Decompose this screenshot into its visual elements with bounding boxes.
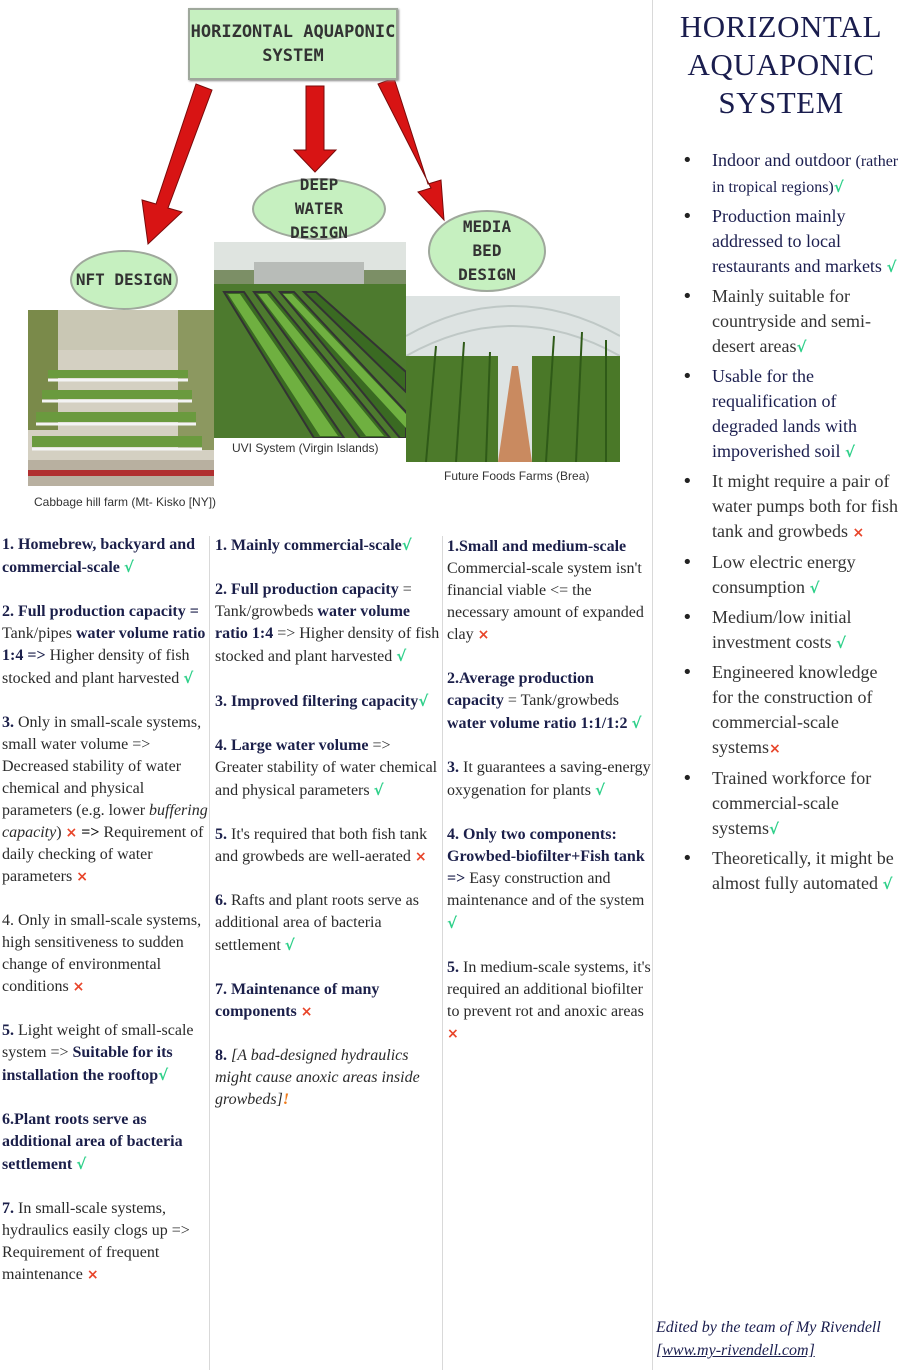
deep-point-3: 3. Improved filtering capacity√	[215, 692, 429, 710]
nft-point-5: 5. Light weight of small-scale system => Suitable for its installation the rooftop√	[2, 1022, 194, 1084]
main-system-label: HORIZONTAL AQUAPONIC SYSTEM	[188, 8, 398, 80]
column-divider-2	[442, 536, 443, 1370]
deep-water-design-label: DEEP WATER DESIGN	[252, 178, 386, 240]
rp-item-engineered-knowledge: • Engineered knowledge for the construction of commercial-scale systems×	[680, 660, 902, 762]
nft-point-1: 1. Homebrew, backyard and commercial-scale √	[2, 536, 196, 576]
media-point-5: 5. In medium-scale systems, it's required an additional biofilter to prevent rot and anoxic areas ×	[447, 959, 651, 1042]
rp-item-workforce: • Trained workforce for commercial-scale systems√	[680, 766, 902, 842]
caption-nft: Cabbage hill farm (Mt- Kisko [NY])	[34, 495, 217, 509]
nft-point-2: 2. Full production capacity = Tank/pipes water volume ratio 1:4 => Higher density of fish stocked and plant harvested √	[2, 603, 206, 687]
nft-column	[2, 534, 208, 1308]
rp-item-indoor-outdoor: • Indoor and outdoor (rather in tropical regions)√	[680, 148, 902, 200]
rp-item-countryside: • Mainly suitable for countryside and semi-desert areas√	[680, 284, 902, 360]
arrow-center	[294, 86, 336, 172]
deep-point-2: 2. Full production capacity = Tank/growbeds water volume ratio 1:4 => Higher density of fish stocked and plant harvested √	[215, 581, 440, 665]
caption-media-bed: Future Foods Farms (Brea)	[444, 469, 590, 483]
credits-link[interactable]: [www.my-rivendell.com]	[656, 1342, 815, 1359]
right-panel-title: HORIZONTAL AQUAPONIC SYSTEM	[679, 9, 883, 120]
deep-water-column	[215, 534, 441, 1133]
column-divider-3	[652, 0, 653, 1370]
media-point-4: 4. Only two components: Growbed-biofilter+Fish tank => Easy construction and maintenance and of the system √	[447, 826, 645, 932]
credits-text: Edited by the team of My Rivendell	[656, 1319, 881, 1336]
nft-photo	[28, 310, 214, 486]
deep-point-4: 4. Large water volume => Greater stability of water chemical and physical parameters √	[215, 737, 438, 799]
deep-point-8: 8. [A bad-designed hydraulics might cause anoxic areas inside growbeds]!	[215, 1047, 420, 1108]
media-point-1: 1.Small and medium-scale Commercial-scale system isn't financial viable <= the necessary amount of expanded clay ×	[447, 538, 644, 643]
nft-point-6: 6.Plant roots serve as additional area of bacteria settlement √	[2, 1111, 183, 1173]
deep-water-photo	[214, 242, 406, 438]
media-point-2: 2.Average production capacity = Tank/growbeds water volume ratio 1:1/1:2 √	[447, 670, 642, 732]
media-bed-column	[447, 536, 651, 1067]
deep-point-1: 1. Mainly commercial-scale√	[215, 536, 412, 554]
rp-item-water-pumps: • It might require a pair of water pumps both for fish tank and growbeds ×	[680, 469, 902, 546]
rp-item-automated: • Theoretically, it might be almost fully automated √	[680, 846, 902, 897]
media-bed-photo	[406, 296, 620, 462]
nft-point-3: 3. Only in small-scale systems, small water volume => Decreased stability of water chemical and physical parameters (e.g. lower buffering capacity) × => Requirement of daily checking of water parameters ×	[2, 714, 208, 885]
deep-point-5: 5. It's required that both fish tank and growbeds are well-aerated ×	[215, 826, 428, 865]
credits-footer	[656, 1316, 906, 1362]
caption-deep-water: UVI System (Virgin Islands)	[232, 441, 379, 455]
nft-design-label: NFT DESIGN	[70, 250, 178, 310]
arrow-right	[378, 78, 444, 220]
column-divider-1	[209, 536, 210, 1370]
rp-item-investment: • Medium/low initial investment costs √	[680, 605, 902, 656]
nft-point-7: 7. In small-scale systems, hydraulics easily clogs up => Requirement of frequent maintenance ×	[2, 1200, 190, 1283]
nft-point-4: 4. Only in small-scale systems, high sensitiveness to sudden change of environmental conditions ×	[2, 912, 202, 995]
deep-point-6: 6. Rafts and plant roots serve as additional area of bacteria settlement √	[215, 892, 419, 954]
rp-item-energy: • Low electric energy consumption √	[680, 550, 902, 601]
rp-item-requalification: • Usable for the requalification of degraded lands with impoverished soil √	[680, 364, 902, 465]
arrow-left	[142, 84, 212, 244]
media-point-3: 3. It guarantees a saving-energy oxygenation for plants √	[447, 759, 651, 799]
media-bed-design-label: MEDIA BED DESIGN	[428, 210, 546, 292]
rp-item-production: • Production mainly addressed to local restaurants and markets √	[680, 204, 902, 280]
right-panel-list	[680, 148, 902, 901]
deep-point-7: 7. Maintenance of many components ×	[215, 981, 380, 1020]
